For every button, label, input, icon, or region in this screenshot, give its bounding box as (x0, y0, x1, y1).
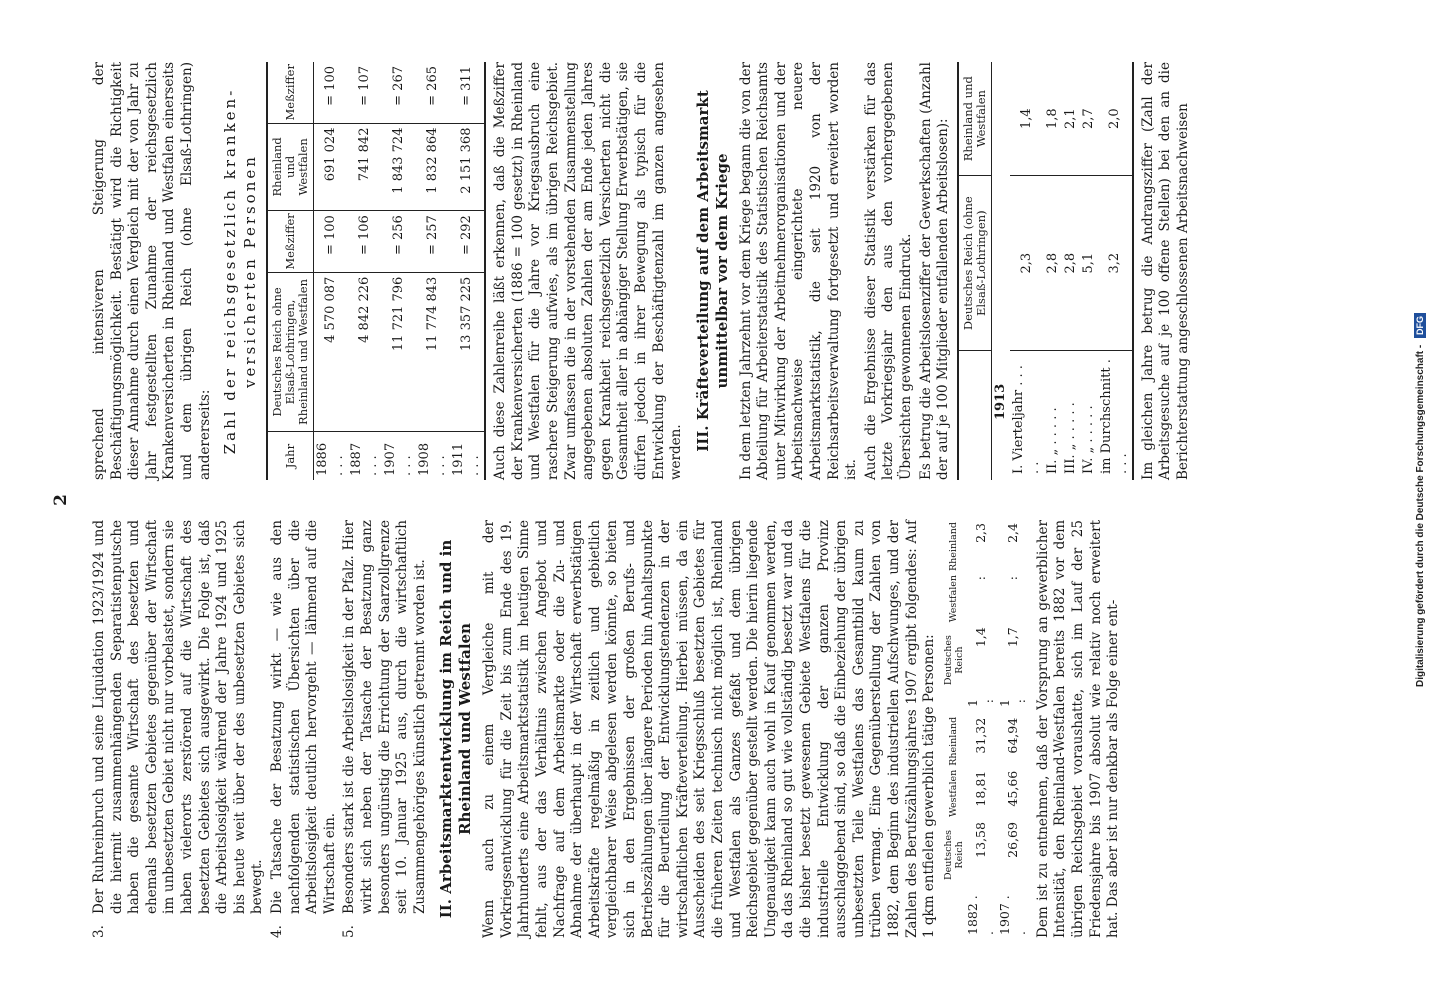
table-cell: 2,8 (1044, 176, 1062, 351)
section-heading-line2: unmittelbar vor dem Kriege (712, 153, 731, 389)
table-title (220, 62, 260, 480)
table-cell: 741 842 (348, 123, 382, 211)
table-cell: = 256 (382, 211, 416, 272)
section-heading-line2: Rheinland und Westfalen (456, 623, 475, 835)
table-row (450, 62, 485, 480)
table-cell: 1,4 (1010, 62, 1044, 176)
table-cell: IV. „ . . . . . (1080, 405, 1096, 474)
paragraph: Es betrug die Arbeitslosenziffer der Gewerkschaften (Anzahl der auf je 100 Mitglieder entfallenden Arbeitslosen): (917, 62, 952, 480)
paragraph: Auch die Ergebnisse dieser Statistik verstärken für das letzte Vorkriegsjahr den aus den vorhergegebenen Übersichten gewonnenen Eindruck. (862, 62, 915, 480)
table-cell: 1911 . . . (451, 442, 483, 476)
paragraph: Dem ist zu entnehmen, daß der Vorsprung an gewerblicher Intensität, den Rheinland-Westfalen bereits 1882 vor dem übrigen Reichsgebiet voraushatte, sich im Lauf der 25 Friedensjahre bis 1907 absolut wie relativ noch erweitert hat. Das aber ist nur denkbar als Folge einer ent- (1034, 520, 1122, 938)
table-header: Deutsches Reich ohne Elsaß-Lothringen, Rheinland und Westfalen (267, 272, 314, 432)
list-item (269, 520, 339, 938)
table-row (382, 62, 416, 480)
list-item-text: Der Ruhreinbruch und seine Liquidation 1923/1924 und die hiermit zusammenhängenden Separatistenputsche haben die gesamte Wirtschaft des besetzten und ehemals besetzten Gebietes gegenüber der Wirtschaft im unbesetzten Gebiet nicht nur vorbelastet, sondern sie haben vielerorts zerstörend auf die Wirtschaft des besetzten Gebietes sich ausgewirkt. Die Folge ist, daß die Arbeitslosigkeit während der Jahre 1924 und 1925 bis heute weit über der des unbesetzten Gebietes sich bewegt. (91, 520, 266, 914)
table-cell: = 292 (450, 211, 485, 272)
table-cell: im Durchschnitt . . . . (1098, 359, 1130, 474)
table-cell: 5,1 (1080, 176, 1098, 351)
table-header: Rheinland und Westfalen (958, 62, 992, 176)
table-cell: 31,32 (972, 717, 988, 754)
table-cell: 2,8 (1062, 176, 1080, 351)
document-page (47, 50, 1387, 950)
paragraph: Wenn auch zu einem Vergleiche mit der Vorkriegsentwicklung für die Zeit bis zum Ende des 19. Jahrhunderts eine Arbeitsmarktstatistik im heutigen Sinne fehlt, aus der das Verhältnis zwischen Angebot und Nachfrage auf dem Arbeitsmarkte oder die Zu- und Abnahme der überhaupt in der Wirtschaft erwerbstätigen Arbeitskräfte regelmäßig in zeitlich und gebietlich vergleichbarer Weise abgelesen werden könnte, so bieten sich in den Ergebnissen der großen Berufs- und Betriebszählungen über längere Perioden hin Anhaltspunkte für die Beurteilung der Entwicklungstendenzen in der wirtschaftlichen Kräfteverteilung. Hierbei müssen, da ein Ausscheiden des seit Kriegsschluß besetzten Gebietes für die früheren Zeiten technisch nicht möglich ist, Rheinland und Westfalen als Ganzes gefaßt und dem übrigen Reichsgebiet gegenüber gestellt werden. Die hierin liegende Ungenauigkeit kann auch wohl in Kauf genommen werden, da das Rheinland so gut wie vollständig besetzt war und da die bisher besetzt gewesenen Gebiete Westfalens für die industrielle Entwicklung der ganzen Provinz ausschlaggebend sind, so daß die Einbeziehung der übrigen unbesetzten Teile Westfalens das Gesamtbild kaum zu trüben vermag. Eine Gegenüberstellung der Zahlen von 1882, dem Beginn des industriellen Aufschwunges, und der Zahlen des Berufszählungsjahres 1907 ergibt folgendes: Auf 1 qkm entfielen gewerblich tätige Personen: (481, 520, 938, 938)
page-number: 2 (51, 494, 71, 506)
table-cell: 13,58 (972, 822, 988, 858)
table-header: Deutsches Reich (942, 829, 965, 880)
density-table (943, 520, 1029, 938)
table-cell: 18,81 (972, 770, 988, 807)
table-year: 1913 (992, 383, 1008, 420)
digitization-note (1410, 8, 1430, 992)
table-cell: 4 842 226 (348, 272, 382, 432)
insured-persons-table (266, 62, 486, 480)
right-column (91, 62, 1195, 480)
table-cell: 26,69 (1004, 822, 1020, 858)
table-row (314, 62, 349, 480)
table-cell: 1882 . . (964, 895, 996, 935)
table-cell: = 106 (348, 211, 382, 272)
table-cell: 1,4 (972, 627, 988, 648)
list-item-text: Die Tatsache der Besatzung wirkt — wie aus den nachfolgenden statistischen Übersichten über die Arbeitslosigkeit deutlich hervorgeht — lähmend auf die Wirtschaft ein. (268, 520, 338, 914)
table-row (1098, 62, 1133, 480)
table-cell: 2 151 368 (450, 123, 485, 211)
table-cell: : (972, 575, 988, 581)
table-row (1044, 62, 1062, 480)
table-cell: 11 774 843 (416, 272, 450, 432)
table-header: Rheinland (948, 522, 960, 571)
table-cell: 11 721 796 (382, 272, 416, 432)
table-header: Meßziffer (267, 62, 314, 123)
table-cell: 1 832 864 (416, 123, 450, 211)
table-cell: 2,0 (1098, 62, 1133, 176)
section-heading-number: III. (693, 425, 712, 452)
section-heading-number: II. (437, 899, 456, 919)
table-cell: = 100 (314, 211, 349, 272)
table-cell: = 267 (382, 62, 416, 123)
table-row (997, 520, 1029, 938)
table-row (1062, 62, 1080, 480)
list-item-number: 4. (268, 925, 285, 938)
table-cell: 13 357 225 (450, 272, 485, 432)
unemployment-table (957, 62, 1134, 480)
table-title-line2: versicherten Personen (241, 154, 260, 388)
table-header: Westfalen (948, 769, 960, 818)
section-heading-2 (437, 520, 475, 938)
table-header (958, 351, 992, 480)
table-cell: 1887 . . . (349, 442, 381, 476)
table-cell: = 100 (314, 62, 349, 123)
table-cell: I. Vierteljahr . . . . . (1010, 365, 1042, 474)
table-header (943, 891, 965, 938)
table-cell: 2,4 (1004, 523, 1020, 543)
table-cell: III. „ . . . . . (1062, 402, 1078, 474)
table-cell: = 107 (348, 62, 382, 123)
table-cell: 45,66 (1004, 770, 1020, 807)
table-row (965, 520, 997, 938)
table-cell: = 265 (416, 62, 450, 123)
table-header (943, 696, 965, 715)
table-cell: 1908 . . . (417, 442, 449, 476)
table-cell: 2,3 (972, 523, 988, 543)
paragraph: In dem letzten Jahrzehnt vor dem Kriege begann die von der Abteilung für Arbeiterstatistik des Statistischen Reichsamts unter Mitwirkung der Arbeitnehmerorganisationen und der Arbeitsnachweise eingerichtete neuere Arbeitsmarktstatistik, die seit 1920 von der Reichsarbeitsverwaltung fortgesetzt und erweitert worden ist. (737, 62, 860, 480)
table-cell: 1 : (964, 699, 996, 707)
table-row (1010, 62, 1044, 480)
table-cell: = 311 (450, 62, 485, 123)
paragraph: Im gleichen Jahre betrug die Andrangsziffer (Zahl der Arbeitsgesuche auf je 100 offene Stellen) bei den an die Berichterstattung angeschlossenen Arbeitsnachweisen (1139, 62, 1191, 480)
list-item (91, 520, 267, 938)
section-heading-line1: Kräfteverteilung auf dem Arbeitsmarkt (693, 90, 712, 421)
table-header: Westfalen (948, 574, 960, 623)
table-cell: 2,1 (1062, 62, 1080, 176)
list-item (341, 520, 429, 938)
table-header: Deutsches Reich (ohne Elsaß-Lothringen) (958, 176, 992, 351)
table-header: Rheinland (948, 716, 960, 766)
table-row (348, 62, 382, 480)
paragraph: sprechend intensiveren Steigerung der Beschäftigungsmöglichkeit. Bestätigt wird die Richtigkeit dieser Annahme durch einen Vergleich mit der von Jahr zu Jahr festgestellten Zunahme der reichsgesetzlich Krankenversicherten in Rheinland und Westfalen einerseits und dem übrigen Reich (ohne Elsaß-Lothringen) andererseits: (91, 62, 213, 480)
table-row (1080, 62, 1098, 480)
table-header: Jahr (267, 432, 314, 480)
table-cell: 3,2 (1098, 176, 1133, 351)
digitization-note-text: Digitalisierung gefördert durch die Deutsche Forschungsgemeinschaft - (1415, 344, 1426, 688)
table-cell: 1,8 (1044, 62, 1062, 176)
table-row (416, 62, 450, 480)
table-header: Meßziffer (267, 211, 314, 272)
table-cell: = 257 (416, 211, 450, 272)
table-cell: 4 570 087 (314, 272, 349, 432)
table-header: Rheinland und Westfalen (267, 123, 314, 211)
dfg-logo: DFG (1414, 313, 1426, 338)
table-row (991, 62, 1010, 480)
table-cell: 1907 . . (996, 895, 1028, 935)
table-header: Deutsches Reich (942, 635, 965, 686)
left-column (91, 520, 1125, 938)
table-cell: 1907 . . . (383, 442, 415, 476)
table-title-line1: Zahl der reichsgesetzlich kranken- (221, 87, 240, 455)
table-cell: 1,7 (1004, 627, 1020, 648)
list-item-number: 3. (91, 925, 107, 938)
table-cell: : (1004, 575, 1020, 581)
section-heading-line1: Arbeitsmarktentwicklung im Reich und in (437, 539, 456, 894)
table-cell: 2,7 (1080, 62, 1098, 176)
table-cell: 64,94 (1004, 717, 1020, 754)
table-cell: 691 024 (314, 123, 349, 211)
section-heading-3 (694, 62, 732, 480)
list-item-text: Besonders stark ist die Arbeitslosigkeit in der Pfalz. Hier wirkt sich neben der Tatsache der Besatzung ganz besonders ungünstig die Errichtung der Saarzollgrenze seit 10. Januar 1925 aus, durch die wirtschaftlich Zusammengehöriges künstlich getrennt worden ist. (341, 520, 428, 914)
paragraph: Auch diese Zahlenreihe läßt erkennen, daß die Meßziffer der Krankenversicherten (1886 = 100 gesetzt) in Rheinland und Westfalen für die Jahre vor Kriegsausbruch eine raschere Steigerung aufwies, als im übrigen Reichsgebiet. Zwar umfassen die in der vorstehenden Zusammenstellung angegebenen absoluten Zahlen der am Ende jeden Jahres gegen Krankheit reichsgesetzlich Versicherten nicht die Gesamtheit aller in abhängiger Stellung Erwerbstätigen, sie dürfen jedoch in ihrer Bewegung als typisch für die Entwicklung der Beschäftigtenzahl im ganzen angesehen werden. (492, 62, 685, 480)
table-cell: 1 843 724 (382, 123, 416, 211)
table-cell: 1 : (996, 699, 1028, 707)
list-item-number: 5. (341, 925, 358, 938)
table-cell: 1886 . . . (315, 442, 347, 476)
table-cell: II. „ . . . . . (1044, 407, 1060, 474)
table-cell: 2,3 (1010, 176, 1044, 351)
